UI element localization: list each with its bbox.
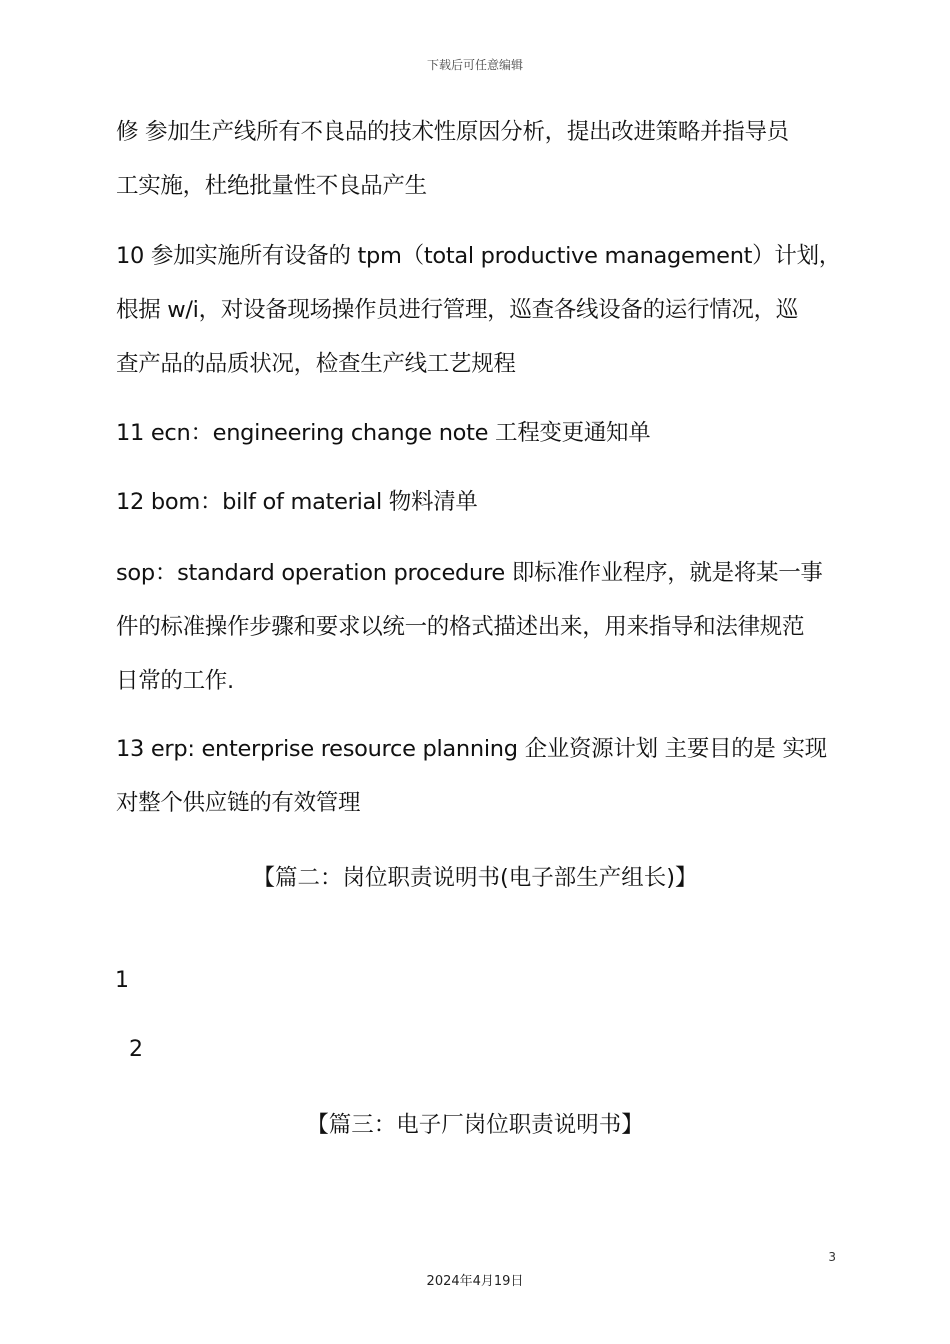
text-line: 13 erp: enterprise resource planning 企业资源计划 主要目的是 实现 bbox=[116, 736, 827, 762]
list-number-1: 1 bbox=[115, 968, 129, 993]
list-number-2: 2 bbox=[129, 1037, 143, 1062]
text-line: 11 ecn：engineering change note 工程变更通知单 bbox=[116, 420, 651, 446]
text-line: 件的标准操作步骤和要求以统一的格式描述出来，用来指导和法律规范 bbox=[116, 614, 805, 640]
section-title-part3: 【篇三：电子厂岗位职责说明书】 bbox=[306, 1112, 644, 1138]
section-title-part2: 【篇二：岗位职责说明书(电子部生产组长)】 bbox=[252, 865, 698, 891]
text-line: 根据 w/i，对设备现场操作员进行管理，巡查各线设备的运行情况，巡 bbox=[116, 297, 798, 323]
paragraph-3 bbox=[116, 406, 836, 460]
text-line: 12 bom：bilf of material 物料清单 bbox=[116, 489, 478, 515]
text-line: 日常的工作. bbox=[116, 668, 234, 694]
text-line: sop：standard operation procedure 即标准作业程序，就是将某一事 bbox=[116, 560, 823, 586]
page-number: 3 bbox=[828, 1250, 836, 1264]
text-line: 工实施，杜绝批量性不良品产生 bbox=[116, 173, 427, 199]
text-line: 修 参加生产线所有不良品的技术性原因分析，提出改进策略并指导员 bbox=[116, 119, 789, 145]
text-line: 对整个供应链的有效管理 bbox=[116, 790, 361, 816]
paragraph-2 bbox=[116, 229, 841, 391]
paragraph-4 bbox=[116, 475, 836, 529]
text-line: 10 参加实施所有设备的 tpm（total productive management）计划， bbox=[116, 243, 841, 269]
paragraph-6 bbox=[116, 722, 836, 830]
text-line: 查产品的品质状况，检查生产线工艺规程 bbox=[116, 351, 516, 377]
page-header-note: 下载后可任意编辑 bbox=[426, 58, 523, 72]
footer-date: 2024年4月19日 bbox=[426, 1274, 524, 1289]
paragraph-5 bbox=[116, 546, 836, 708]
paragraph-1 bbox=[116, 105, 836, 213]
